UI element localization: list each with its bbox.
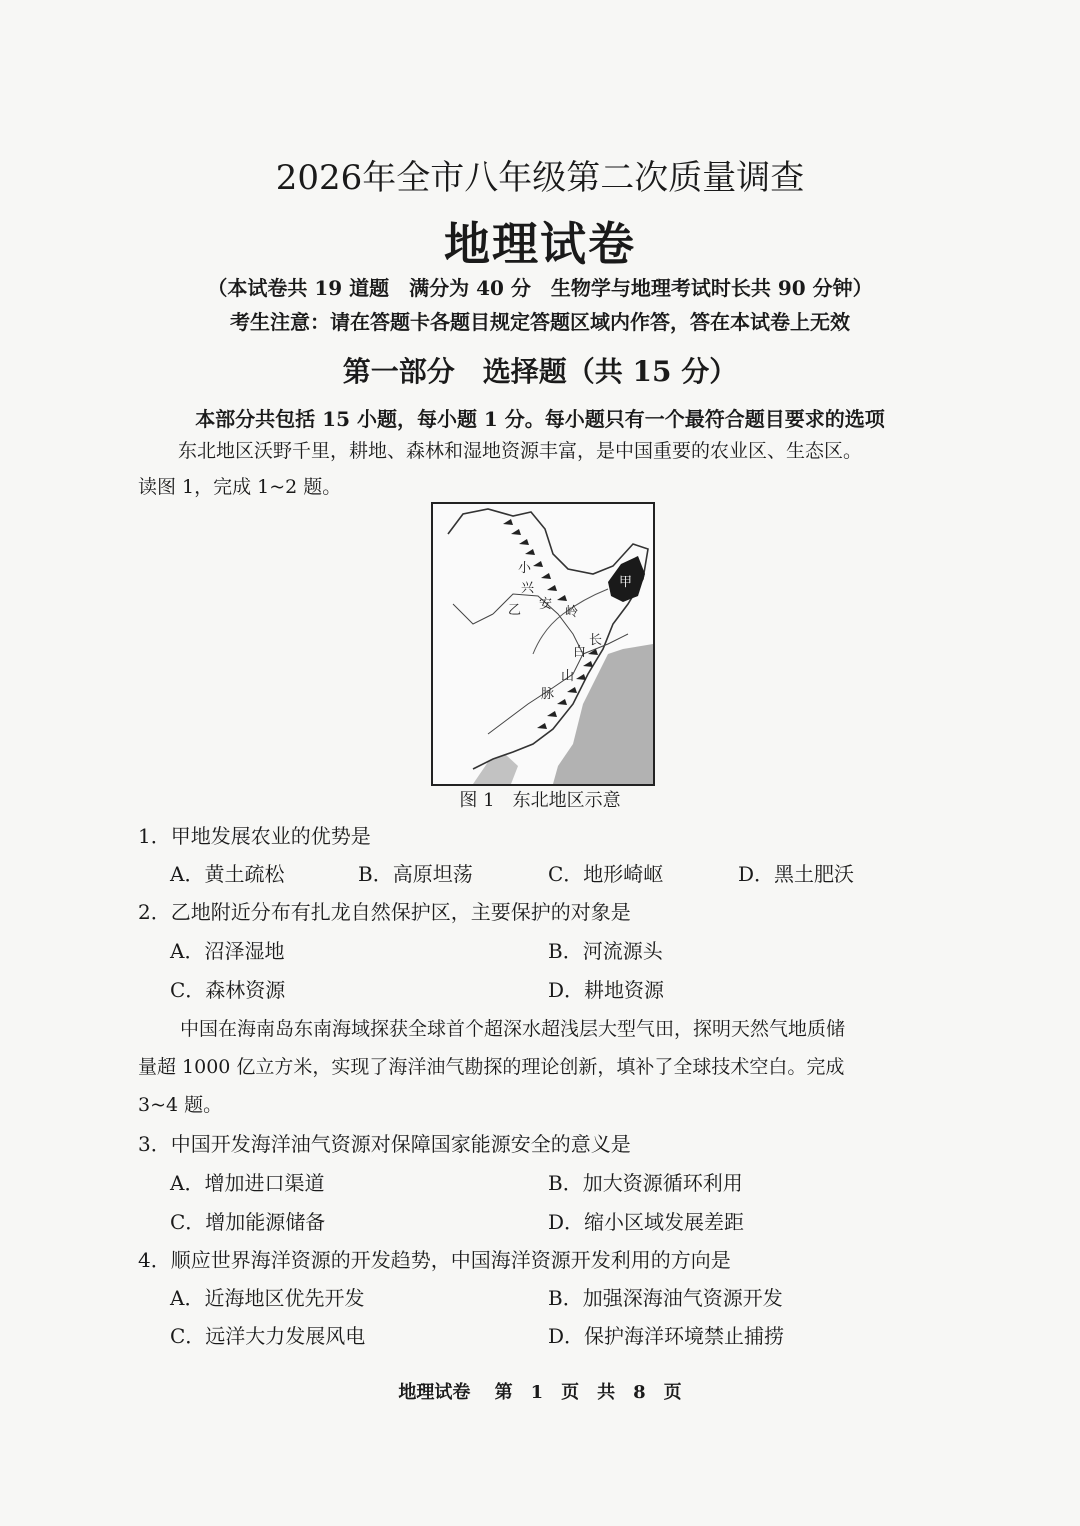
northeast-china-map bbox=[431, 502, 655, 786]
map-graphic bbox=[433, 504, 653, 784]
section-title: 第一部分 选择题（共 15 分） bbox=[342, 355, 738, 388]
label-mai: 脉 bbox=[541, 687, 555, 702]
question-1-option-c: C．地形崎岖 bbox=[548, 862, 664, 886]
exam-notice: 考生注意：请在答题卡各题目规定答题区域内作答，答在本试卷上无效 bbox=[230, 310, 850, 334]
question-2-option-d: D．耕地资源 bbox=[548, 978, 665, 1002]
label-bai: 白 bbox=[573, 645, 587, 660]
page-footer: 地理试卷 第 1 页 共 8 页 bbox=[398, 1382, 682, 1403]
question-4-option-a: A．近海地区优先开发 bbox=[170, 1286, 365, 1310]
question-2-option-b: B．河流源头 bbox=[548, 939, 663, 963]
question-2-stem: 2．乙地附近分布有扎龙自然保护区，主要保护的对象是 bbox=[138, 900, 631, 924]
question-4-option-d: D．保护海洋环境禁止捕捞 bbox=[548, 1324, 785, 1348]
map-caption: 图 1 东北地区示意 bbox=[459, 790, 621, 811]
exam-info: （本试卷共 19 道题 满分为 40 分 生物学与地理考试时长共 90 分钟） bbox=[207, 276, 873, 300]
label-chang: 长 bbox=[589, 633, 603, 648]
question-3-option-b: B．加大资源循环利用 bbox=[548, 1171, 743, 1195]
passage-1-line-1: 东北地区沃野千里，耕地、森林和湿地资源丰富，是中国重要的农业区、生态区。 bbox=[178, 440, 863, 462]
question-2-option-c: C．森林资源 bbox=[170, 978, 286, 1002]
passage-2-line-3: 3~4 题。 bbox=[138, 1094, 223, 1116]
question-1-stem: 1．甲地发展农业的优势是 bbox=[138, 824, 371, 848]
exam-title: 2026年全市八年级第二次质量调查 bbox=[275, 158, 805, 198]
label-xiao: 小 bbox=[518, 561, 532, 576]
question-1-option-d: D．黑土肥沃 bbox=[738, 862, 855, 886]
passage-2-line-2: 量超 1000 亿立方米，实现了海洋油气勘探的理论创新，填补了全球技术空白。完成 bbox=[138, 1056, 845, 1078]
question-3-option-c: C．增加能源储备 bbox=[170, 1210, 326, 1234]
label-jia: 甲 bbox=[619, 575, 633, 590]
passage-1-line-2: 读图 1，完成 1~2 题。 bbox=[138, 476, 342, 498]
question-4-option-c: C．远洋大力发展风电 bbox=[170, 1324, 366, 1348]
label-an: 安 bbox=[539, 597, 553, 612]
sea-area bbox=[553, 644, 653, 784]
section-description: 本部分共包括 15 小题，每小题 1 分。每小题只有一个最符合题目要求的选项 bbox=[195, 407, 885, 431]
question-3-option-a: A．增加进口渠道 bbox=[170, 1171, 325, 1195]
label-xing: 兴 bbox=[521, 581, 535, 596]
label-ling: 岭 bbox=[565, 605, 579, 620]
lesser-khingan-range bbox=[503, 519, 567, 601]
question-1-option-a: A．黄土疏松 bbox=[170, 862, 285, 886]
question-4-option-b: B．加强深海油气资源开发 bbox=[548, 1286, 783, 1310]
subject-title: 地理试卷 bbox=[444, 217, 636, 271]
label-shan: 山 bbox=[561, 669, 575, 684]
question-4-stem: 4．顺应世界海洋资源的开发趋势，中国海洋资源开发利用的方向是 bbox=[138, 1248, 731, 1272]
passage-2-line-1: 中国在海南岛东南海域探获全球首个超深水超浅层大型气田，探明天然气地质储 bbox=[180, 1018, 846, 1040]
question-3-option-d: D．缩小区域发展差距 bbox=[548, 1210, 745, 1234]
question-2-option-a: A．沼泽湿地 bbox=[170, 939, 285, 963]
province-line-2 bbox=[453, 604, 493, 624]
label-yi: 乙 bbox=[508, 603, 522, 618]
question-1-option-b: B．高原坦荡 bbox=[358, 862, 473, 886]
question-3-stem: 3．中国开发海洋油气资源对保障国家能源安全的意义是 bbox=[138, 1132, 631, 1156]
